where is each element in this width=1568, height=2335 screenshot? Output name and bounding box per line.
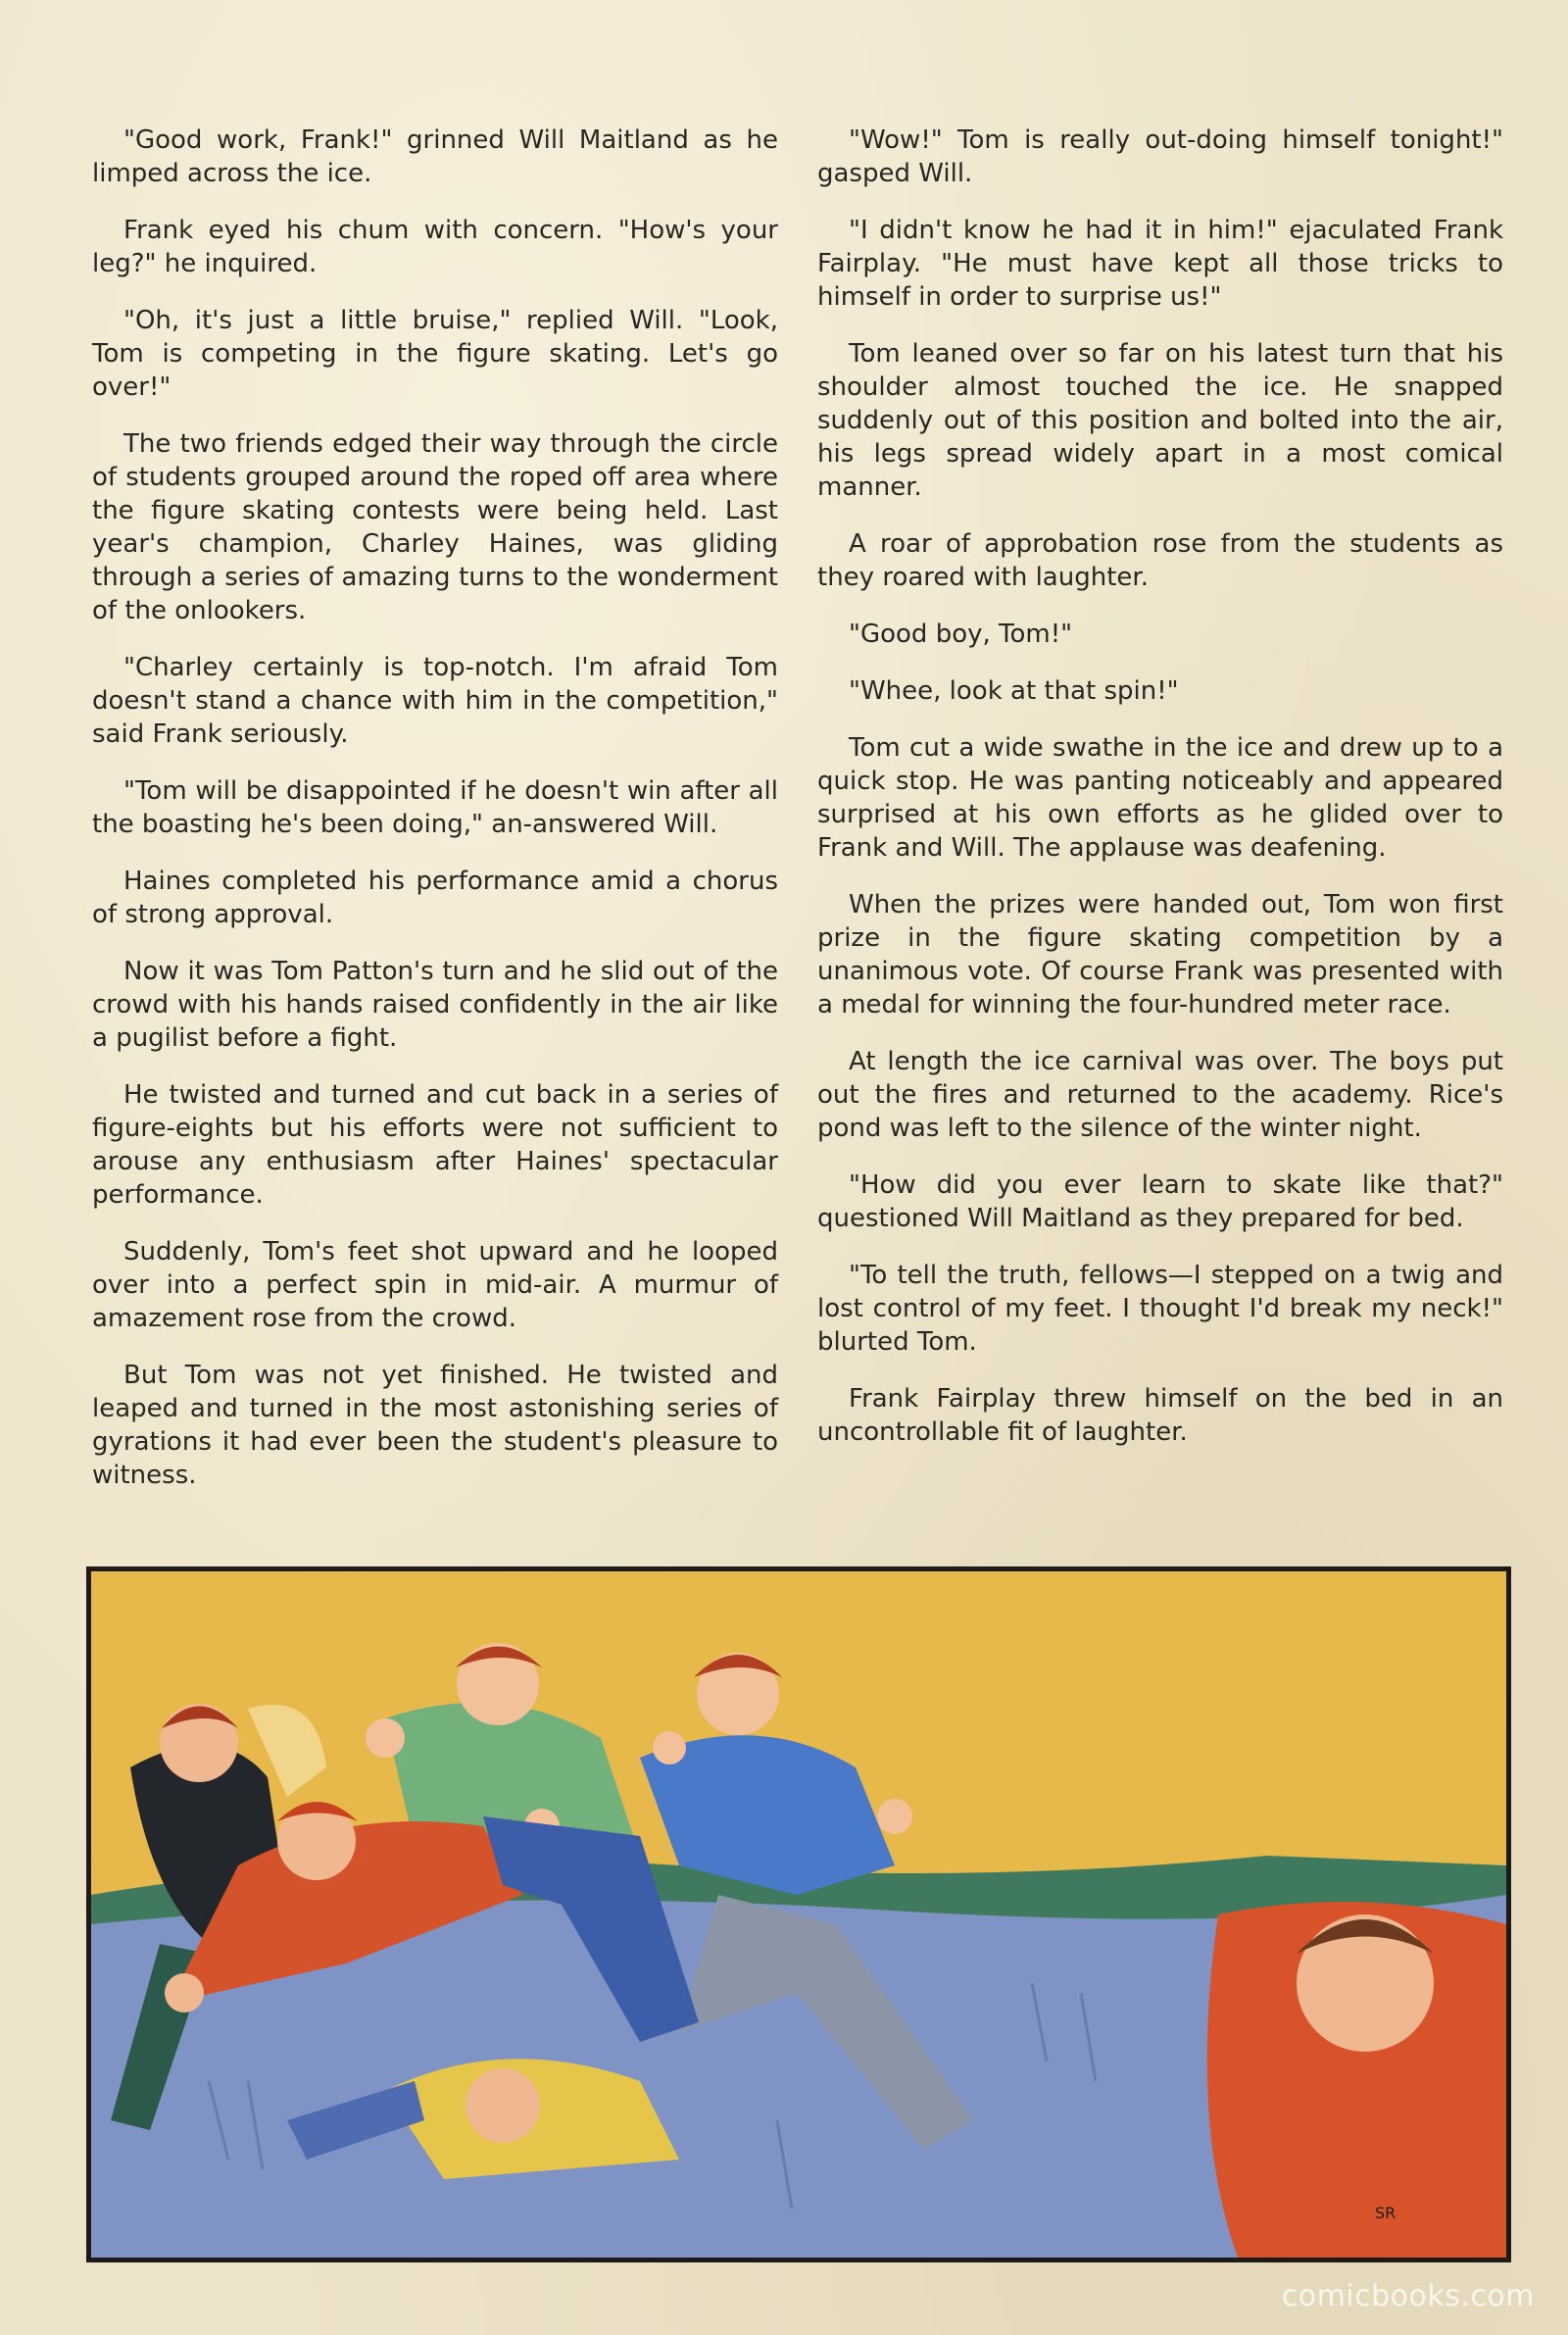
artist-signature: SR (1375, 2204, 1396, 2222)
paragraph: Now it was Tom Patton's turn and he slid out of the crowd with his hands raised confidently in the air like a pugilist before a fight. (92, 957, 778, 1053)
paragraph: "Good work, Frank!" grinned Will Maitland as he limped across the ice. (92, 125, 778, 188)
watermark-text: comicbooks.com (1281, 2279, 1535, 2313)
paragraph: Suddenly, Tom's feet shot upward and he looped over into a perfect spin in mid-air. A murmur of amazement rose from the crowd. (92, 1237, 778, 1333)
paragraph: Tom cut a wide swathe in the ice and drew up to a quick stop. He was panting noticeably and appeared surprised at his own efforts as he glided over to Frank and Will. The applause was deafening. (817, 733, 1503, 863)
paragraph: "Good boy, Tom!" (849, 620, 1073, 649)
left-text-column (92, 124, 778, 1515)
paragraph: The two friends edged their way through the circle of students grouped around the roped off area where the figure skating contests were being held. Last year's champion, Charley Haines, was gliding through a series of amazing turns to the wonderment of the onlookers. (92, 429, 778, 625)
paragraph: He twisted and turned and cut back in a series of figure-eights but his efforts were not sufficient to arouse any enthusiasm after Haines' spectacular performance. (92, 1080, 778, 1210)
paragraph: Tom leaned over so far on his latest turn that his shoulder almost touched the ice. He snapped suddenly out of this position and bolted into the air, his legs spread widely apart in a most comical manner. (817, 339, 1503, 502)
paragraph: "I didn't know he had it in him!" ejaculated Frank Fairplay. "He must have kept all those tricks to himself in order to surprise us!" (817, 216, 1503, 312)
right-text-column (817, 124, 1503, 1472)
paragraph: "To tell the truth, fellows—I stepped on a twig and lost control of my feet. I thought I'd break my neck!" blurted Tom. (817, 1261, 1503, 1357)
paragraph: "Oh, it's just a little bruise," replied Will. "Look, Tom is competing in the figure skating. Let's go over!" (92, 306, 778, 402)
paragraph: A roar of approbation rose from the students as they roared with laughter. (817, 529, 1503, 592)
skater-orange-sweater-right (1207, 1902, 1506, 2258)
paragraph: "Wow!" Tom is really out-doing himself tonight!" gasped Will. (817, 125, 1503, 188)
skating-illustration-panel (86, 1566, 1511, 2262)
paragraph: When the prizes were handed out, Tom won first prize in the figure skating competition by a unanimous vote. Of course Frank was presented with a medal for winning the four-hundred meter race. (817, 890, 1503, 1019)
paragraph: "Tom will be disappointed if he doesn't win after all the boasting he's been doing," an-answered Will. (92, 776, 778, 839)
paragraph: At length the ice carnival was over. The boys put out the fires and returned to the academy. Rice's pond was left to the silence of the winter night. (817, 1047, 1503, 1143)
paragraph: But Tom was not yet finished. He twisted and leaped and turned in the most astonishing series of gyrations it had ever been the student's pleasure to witness. (92, 1361, 778, 1490)
paragraph: Frank eyed his chum with concern. "How's your leg?" he inquired. (92, 216, 778, 278)
illustration-artwork (91, 1571, 1506, 2258)
paragraph: "How did you ever learn to skate like that?" questioned Will Maitland as they prepared for bed. (817, 1170, 1503, 1233)
paragraph: "Charley certainly is top-notch. I'm afraid Tom doesn't stand a chance with him in the competition," said Frank seriously. (92, 653, 778, 749)
paragraph: Frank Fairplay threw himself on the bed in an uncontrollable fit of laughter. (817, 1384, 1503, 1447)
paragraph: Haines completed his performance amid a chorus of strong approval. (92, 867, 778, 929)
paragraph: "Whee, look at that spin!" (849, 676, 1179, 706)
